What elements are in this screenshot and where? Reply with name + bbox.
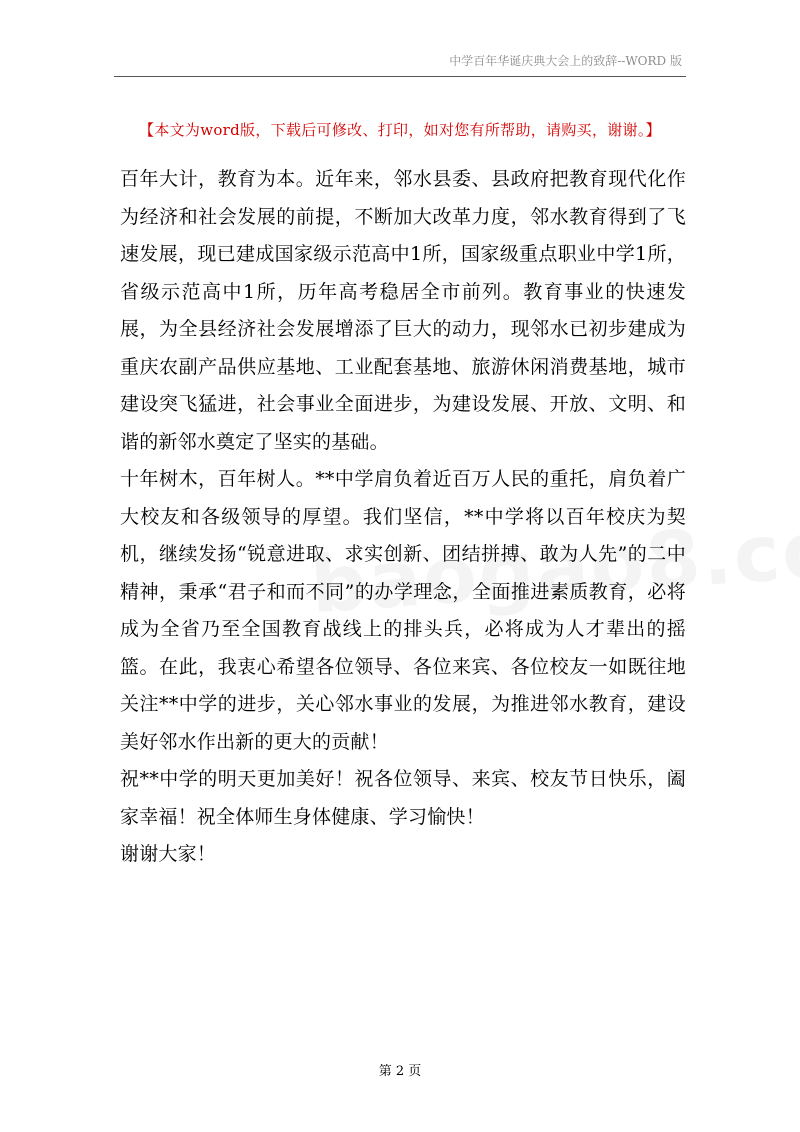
running-header: 中学百年华诞庆典大会上的致辞--WORD 版 bbox=[449, 54, 682, 68]
header-divider bbox=[114, 76, 686, 77]
paragraph-education: 百年大计，教育为本。近年来，邻水县委、县政府把教育现代化作为经济和社会发展的前提，不断加大改革力度，邻水教育得到了飞速发展，现已建成国家级示范高中1所，国家级重点职业中学1所，省级示范高中1所，历年高考稳居全市前列。教育事业的快速发展，为全县经济社会发展增添了巨大的动力，现邻水已初步建成为重庆农副产品供应基地、工业配套基地、旅游休闲消费基地，城市建设突飞猛进，社会事业全面进步，为建设发展、开放、文明、和谐的新邻水奠定了坚实的基础。 bbox=[120, 168, 686, 453]
paragraph-school-mission: 十年树木，百年树人。**中学肩负着近百万人民的重托，肩负着广大校友和各级领导的厚望。我们坚信，**中学将以百年校庆为契机，继续发扬“锐意进取、求实创新、团结拼搏、敢为人先”的二中精神，秉承“君子和而不同”的办学理念，全面推进素质教育，必将成为全省乃至全国教育战线上的排头兵，必将成为人才辈出的摇篮。在此，我衷心希望各位领导、各位来宾、各位校友一如既往地关注**中学的进步，关心邻水事业的发展，为推进邻水教育，建设美好邻水作出新的更大的贡献！ bbox=[120, 468, 686, 753]
page-number: 第 2 页 bbox=[378, 1064, 422, 1079]
paragraph-thanks: 谢谢大家！ bbox=[120, 843, 217, 865]
download-notice: 【本文为word版，下载后可修改、打印，如对您有所帮助，请购买，谢谢。】 bbox=[139, 121, 661, 139]
document-body bbox=[120, 161, 686, 874]
paragraph-blessings: 祝**中学的明天更加美好！祝各位领导、来宾、校友节日快乐，阖家幸福！祝全体师生身体健康、学习愉快！ bbox=[120, 768, 686, 828]
